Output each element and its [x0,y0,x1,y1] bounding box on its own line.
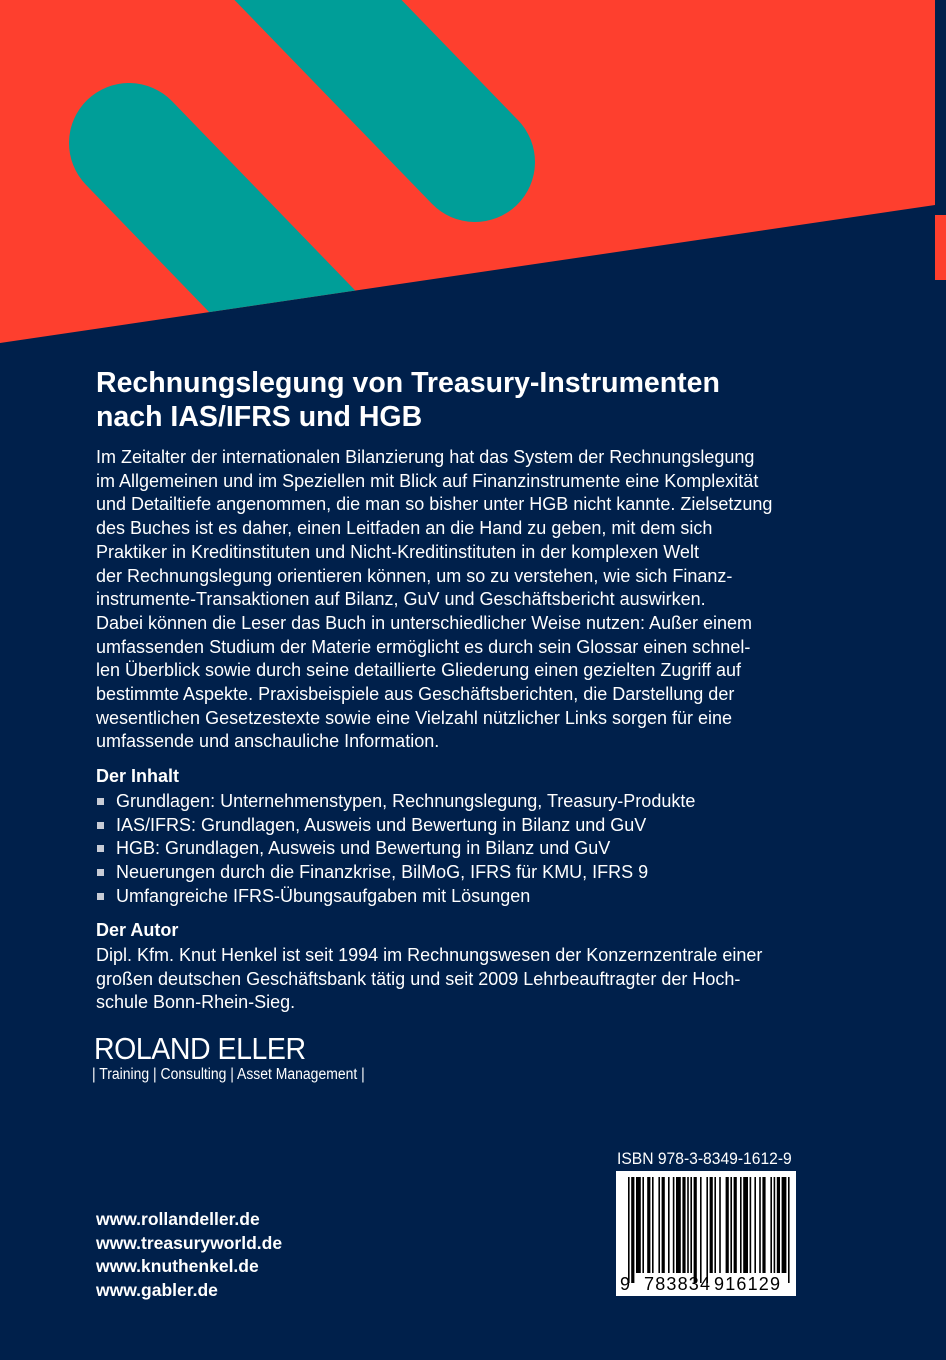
barcode-bar [762,1177,765,1273]
barcode-bar [642,1177,644,1273]
barcode-bar [636,1177,641,1273]
barcode-digits: 916129 [714,1274,780,1294]
barcode-bar [652,1177,654,1273]
logo-tagline: | Training | Consulting | Asset Management | [92,1066,365,1083]
description [96,446,772,754]
title-line: nach IAS/IFRS und HGB [96,401,423,433]
bullet-square-icon [97,798,104,805]
website-link[interactable]: www.knuthenkel.de [96,1256,259,1277]
website-link[interactable]: www.gabler.de [96,1280,218,1301]
description-line: umfassende und anschauliche Information. [96,731,440,752]
bullet-square-icon [97,893,104,900]
description-line: des Buches ist es daher, einen Leitfaden an die Hand zu geben, mit dem sich [96,518,713,539]
isbn-label: ISBN 978-3-8349-1612-9 [617,1149,792,1168]
barcode-bar [628,1177,630,1283]
author-line: großen deutschen Geschäftsbank tätig und seit 2009 Lehrbeauftragter der Hoch- [96,968,741,989]
bullet-square-icon [97,869,104,876]
description-line: len Überblick sowie durch seine detaillierte Gliederung einen gezielten Zugriff auf [96,660,742,681]
barcode-bar [631,1177,634,1283]
description-line: Im Zeitalter der internationalen Bilanzierung hat das System der Rechnungslegung [96,447,755,467]
author-line: Dipl. Kfm. Knut Henkel ist seit 1994 im Rechnungswesen der Konzernzentrale einer [96,945,763,965]
contents-item-label: Umfangreiche IFRS-Übungsaufgaben mit Lösungen [116,885,531,906]
barcode-bar [687,1177,689,1273]
contents-item [96,837,695,861]
barcode-bar [770,1177,772,1273]
description-line: instrumente-Transaktionen auf Bilanz, GuV und Geschäftsbericht auswirken. [96,589,706,610]
cover-graphic [0,0,946,345]
barcode-bar [740,1177,742,1273]
website-link[interactable]: www.treasuryworld.de [96,1232,283,1253]
contents-item-label: Grundlagen: Unternehmenstypen, Rechnungslegung, Treasury-Produkte [116,791,696,811]
contents-item-label: IAS/IFRS: Grundlagen, Ausweis und Bewertung in Bilanz und GuV [116,814,647,835]
book-title [96,366,720,434]
description-line: wesentlichen Gesetzestexte sowie eine Vielzahl nützlicher Links sorgen für eine [96,707,733,728]
contents-item [96,814,695,838]
contents-item-label: Neuerungen durch die Finanzkrise, BilMoG, IFRS für KMU, IFRS 9 [116,862,649,883]
description-line: der Rechnungslegung orientieren können, um so zu verstehen, wie sich Finanz- [96,565,733,586]
barcode-bar [676,1177,681,1273]
barcode-bar [682,1177,685,1273]
website-list [96,1208,282,1303]
author-line: schule Bonn-Rhein-Sieg. [96,992,296,1013]
barcode-bar [673,1177,675,1273]
contents-item [96,790,695,814]
barcode-digits: 783834 [644,1274,710,1294]
description-line: im Allgemeinen und im Speziellen mit Blick auf Finanzinstrumente eine Komplexität [96,470,759,491]
barcode-bar [658,1177,660,1273]
barcode-bar [726,1177,729,1273]
barcode-bar [719,1177,721,1273]
barcode-bar [714,1177,716,1273]
barcode-bar [694,1177,697,1283]
barcode-bar [754,1177,756,1273]
barcode-bar [662,1177,665,1273]
barcode-bar [710,1177,713,1273]
description-line: Praktiker in Kreditinstituten und Nicht-Kreditinstituten in der komplexen Welt [96,541,699,562]
barcode-bar [734,1177,737,1273]
barcode-bar [788,1177,790,1283]
barcode-bar [700,1177,702,1283]
barcode-bar [743,1177,748,1273]
barcode [616,1171,796,1296]
bullet-square-icon [97,845,104,852]
bullet-square-icon [97,822,104,829]
barcode-digits: 9 [620,1274,631,1294]
barcode-bar [782,1177,787,1273]
description-line: umfassenden Studium der Materie ermöglicht es durch sein Glossar einen schnel- [96,636,751,657]
author-heading: Der Autor [96,920,179,940]
description-line: und Detailtiefe angenommen, die man so bisher unter HGB nicht kannte. Zielsetzung [96,494,773,515]
description-line: bestimmte Aspekte. Praxisbeispiele aus Geschäftsberichten, die Darstellung der [96,684,735,705]
author-bio [96,944,762,1015]
barcode-bar [759,1177,761,1273]
red-edge-strip [935,215,946,280]
barcode-bar [690,1177,692,1273]
website-link[interactable]: www.rollandeller.de [96,1209,260,1229]
title-line: Rechnungslegung von Treasury-Instrumenten [96,367,720,399]
contents-item-label: HGB: Grundlagen, Ausweis und Bewertung in Bilanz und GuV [116,838,611,859]
publisher-logo: ROLAND ELLER [94,1031,306,1066]
contents-list [96,790,695,909]
contents-item [96,885,695,909]
contents-heading: Der Inhalt [96,766,180,786]
contents-item [96,861,695,885]
barcode-bar [706,1177,708,1283]
barcode-bar [750,1177,752,1273]
barcode-bar [730,1177,732,1273]
barcode-bar [647,1177,650,1273]
description-line: Dabei können die Leser das Buch in unterschiedlicher Weise nutzen: Außer einem [96,612,753,633]
barcode-bar [777,1177,780,1273]
barcode-bar [774,1177,776,1273]
barcode-bar [668,1177,670,1273]
